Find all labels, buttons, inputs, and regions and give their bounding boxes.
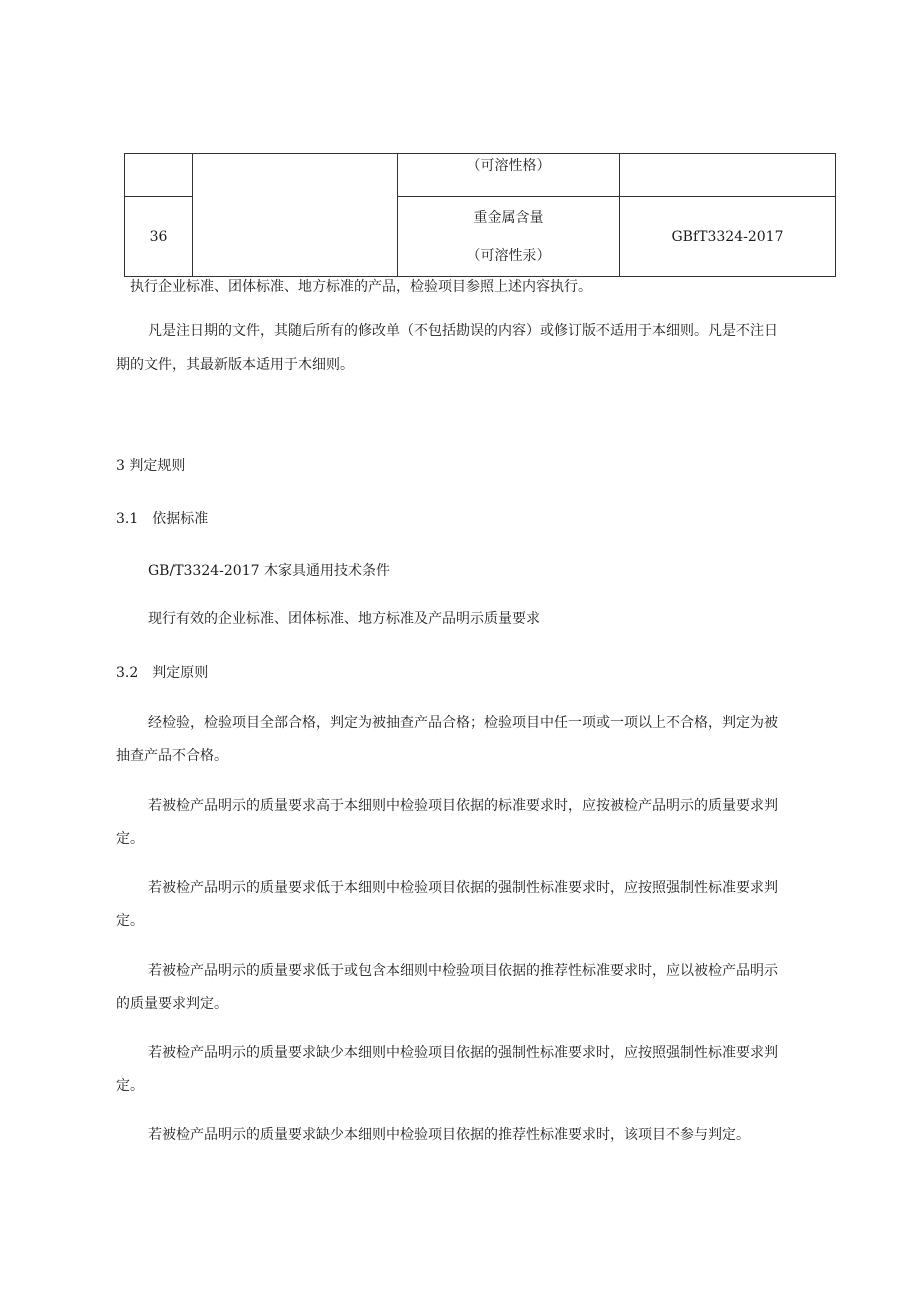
item-text: （可溶性汞） — [466, 247, 551, 264]
inspection-items-table — [124, 153, 836, 277]
rule-4-line1: 若被检产品明示的质量要求低于或包含本细则中检验项目依据的推荐性标准要求时，应以被检产品明示 — [148, 963, 778, 979]
rule-2-line1: 若被检产品明示的质量要求高于本细则中检验项目依据的标准要求时，应按被检产品明示的质量要求判 — [148, 798, 778, 814]
rule-5-line1: 若被检产品明示的质量要求缺少本细则中检验项目依据的强制性标准要求时，应按照强制性标准要求判 — [148, 1045, 778, 1061]
rule-6: 若被检产品明示的质量要求缺少本细则中检验项目依据的推荐性标准要求时，该项目不参与判定。 — [148, 1127, 750, 1143]
paragraph-dated-docs-line2: 期的文件，其最新版本适用于木细则。 — [116, 357, 354, 373]
table-cell-item — [398, 197, 620, 277]
rule-2-line2: 定。 — [116, 831, 144, 847]
table-cell-item — [398, 154, 620, 197]
table-cell-standard: GBfT3324-2017 — [620, 197, 836, 277]
standard-item-1: GB/T3324-2017 木家具通用技术条件 — [148, 563, 390, 579]
rule-5-line2: 定。 — [116, 1078, 144, 1094]
table-cell-no — [125, 154, 193, 197]
table-row — [125, 154, 836, 197]
section-heading-3-1: 3.1 依据标准 — [116, 511, 209, 527]
rule-3-line2: 定。 — [116, 913, 144, 929]
section-heading-3: 3 判定规则 — [116, 458, 186, 474]
rule-1-line2: 抽查产品不合格。 — [116, 748, 228, 764]
table-cell-no: 36 — [125, 197, 193, 277]
paragraph-dated-docs-line1: 凡是注日期的文件，其随后所有的修改单（不包括勘误的内容）或修订版不适用于本细则。凡是不注日 — [148, 323, 778, 339]
rule-4-line2: 的质量要求判定。 — [116, 996, 228, 1012]
rule-3-line1: 若被检产品明示的质量要求低于本细则中检验项目依据的强制性标准要求时，应按照强制性标准要求判 — [148, 880, 778, 896]
paragraph-scope-note: 执行企业标准、团体标准、地方标准的产品，检验项目参照上述内容执行。 — [130, 279, 592, 295]
item-text: （可溶性格） — [466, 158, 551, 174]
table-cell-category — [193, 154, 398, 277]
table-cell-standard — [620, 154, 836, 197]
section-heading-3-2: 3.2 判定原则 — [116, 665, 209, 681]
rule-1-line1: 经检验，检验项目全部合格，判定为被抽查产品合格；检验项目中任一项或一项以上不合格，判定为被 — [148, 715, 778, 731]
item-text: 重金属含量 — [473, 209, 544, 226]
standard-item-2: 现行有效的企业标准、团体标准、地方标准及产品明示质量要求 — [148, 611, 540, 627]
